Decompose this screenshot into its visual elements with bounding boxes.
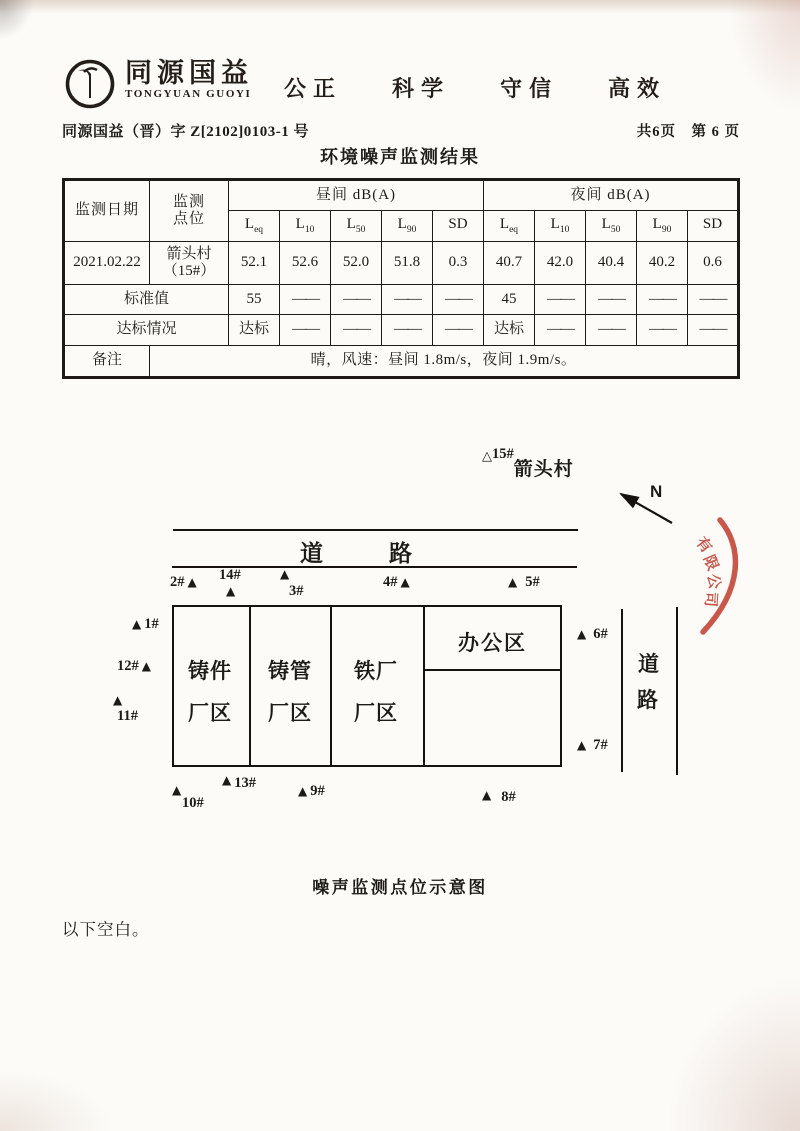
remark-text: 晴，风速：昼间 1.8m/s，夜间 1.9m/s。 bbox=[150, 346, 739, 378]
monitor-point-3-label: 3# bbox=[289, 583, 304, 599]
header-night-leq: $L_{eq}$ bbox=[484, 211, 535, 242]
cell-night-l90: 40.2 bbox=[637, 242, 688, 285]
scan-noise-top bbox=[0, 0, 800, 14]
brand-name-en: TONGYUAN GUOYI bbox=[125, 88, 252, 100]
seal-char-1: 有 bbox=[692, 534, 715, 557]
brand-name-cn: 同源国益 bbox=[125, 58, 253, 88]
village-name: 箭头村 bbox=[513, 459, 574, 480]
scan-noise-top-right bbox=[730, 0, 800, 110]
area-casting-plant: 铸件 厂区 bbox=[188, 659, 232, 725]
compliance-label: 达标情况 bbox=[64, 315, 229, 346]
header-daytime: 昼间 dB(A) bbox=[229, 180, 484, 211]
seal-char-3: 公 bbox=[703, 572, 723, 591]
point-triangle-icon: ▲ bbox=[577, 627, 587, 642]
header-night-l10: $L_{10}$ bbox=[535, 211, 586, 242]
table-row-data bbox=[64, 242, 739, 285]
divider-casting-pipe bbox=[249, 605, 251, 767]
monitor-point-11: ▲ bbox=[113, 693, 123, 707]
header-night-l90: $L_{90}$ bbox=[637, 211, 688, 242]
top-road-upper-line bbox=[173, 529, 578, 531]
monitor-point-5: ▲ 5# bbox=[508, 574, 540, 590]
slogan-efficiency: 高效 bbox=[608, 76, 667, 101]
cell-date: 2021.02.22 bbox=[64, 242, 150, 285]
monitor-point-8: ▲ 8# bbox=[482, 787, 516, 805]
company-logo bbox=[64, 58, 253, 110]
monitor-point-14-label: 14# bbox=[219, 567, 241, 583]
right-road-right-line bbox=[676, 607, 678, 775]
scan-noise-bottom-right bbox=[670, 981, 800, 1131]
seal-char-4: 司 bbox=[701, 591, 719, 608]
header-night-sd: SD bbox=[688, 211, 739, 242]
cell-night-leq: 40.7 bbox=[484, 242, 535, 285]
monitor-point-11-label: 11# bbox=[117, 708, 138, 724]
point-triangle-icon: ▲ bbox=[508, 575, 518, 590]
monitor-point-1: ▲ 1# bbox=[132, 616, 159, 632]
monitor-point-13: ▲ 13# bbox=[222, 773, 256, 791]
header-day-l90: $L_{90}$ bbox=[382, 211, 433, 242]
header-night-l50: $L_{50}$ bbox=[586, 211, 637, 242]
cell-point: 箭头村 （15#） bbox=[150, 242, 229, 285]
scan-noise-top-left bbox=[0, 0, 34, 40]
monitor-point-3: ▲ bbox=[280, 567, 290, 581]
monitor-point-4: 4# ▲ bbox=[383, 574, 410, 590]
point-triangle-icon: ▲ bbox=[132, 617, 142, 632]
cell-night-l10: 42.0 bbox=[535, 242, 586, 285]
monitor-point-12: 12# ▲ bbox=[117, 658, 151, 674]
monitor-point-7: ▲ 7# bbox=[577, 737, 608, 753]
standard-label: 标准值 bbox=[64, 285, 229, 315]
table-row-compliance: 达标情况 达标 —— —— —— —— 达标 —— —— —— —— bbox=[64, 315, 739, 346]
report-title: 环境噪声监测结果 bbox=[320, 147, 480, 167]
monitor-point-10-label: 10# bbox=[182, 795, 204, 811]
right-road-label-1: 道 bbox=[638, 652, 659, 676]
noise-results-table bbox=[62, 178, 740, 379]
header-day-l10: $L_{10}$ bbox=[280, 211, 331, 242]
area-pipe-plant: 铸管 厂区 bbox=[268, 659, 312, 725]
right-road-left-line bbox=[621, 609, 623, 772]
header-nighttime: 夜间 dB(A) bbox=[484, 180, 739, 211]
cell-day-l90: 51.8 bbox=[382, 242, 433, 285]
point-triangle-icon: ▲ bbox=[141, 659, 151, 674]
brand-logo-icon bbox=[64, 58, 116, 110]
village-marker-15: △ 15# 箭头村 bbox=[482, 446, 574, 480]
north-label: N bbox=[650, 482, 663, 501]
point-triangle-icon: ▲ bbox=[577, 738, 587, 753]
area-office: 办公区 bbox=[458, 631, 527, 655]
monitor-point-14: ▲ bbox=[226, 584, 236, 598]
point-triangle-icon: ▲ bbox=[400, 575, 410, 590]
point-triangle-icon: ▲ bbox=[482, 787, 492, 802]
header-monitor-point: 监测 点位 bbox=[150, 180, 229, 242]
divider-pipe-iron bbox=[330, 605, 332, 767]
point-triangle-icon: ▲ bbox=[187, 575, 197, 590]
monitor-point-10: ▲ bbox=[172, 783, 182, 797]
right-road-label-2: 路 bbox=[637, 688, 658, 712]
cell-day-l10: 52.6 bbox=[280, 242, 331, 285]
blank-below-note: 以下空白。 bbox=[62, 920, 150, 939]
village-triangle-icon: △ bbox=[482, 449, 492, 464]
table-row-standard: 标准值 55 —— —— —— —— 45 —— —— —— —— bbox=[64, 285, 739, 315]
monitor-point-9: ▲ 9# bbox=[298, 783, 325, 799]
table-row-remark bbox=[64, 346, 739, 378]
scan-noise-bottom-left bbox=[0, 1071, 110, 1131]
header-slogans bbox=[284, 72, 666, 103]
figure-caption: 噪声监测点位示意图 bbox=[312, 878, 488, 897]
office-bottom-line bbox=[423, 669, 562, 671]
slogan-science: 科学 bbox=[392, 76, 451, 101]
cell-day-leq: 52.1 bbox=[229, 242, 280, 285]
cell-night-l50: 40.4 bbox=[586, 242, 637, 285]
header-monitor-date: 监测日期 bbox=[64, 180, 150, 242]
north-arrow-icon bbox=[606, 480, 682, 530]
header-day-l50: $L_{50}$ bbox=[331, 211, 382, 242]
slogan-integrity: 守信 bbox=[500, 76, 559, 101]
top-road-label: 道 路 bbox=[300, 541, 412, 566]
cell-night-sd: 0.6 bbox=[688, 242, 739, 285]
document-number-line bbox=[62, 120, 740, 141]
slogan-fairness: 公正 bbox=[284, 76, 343, 101]
remark-label: 备注 bbox=[64, 346, 150, 378]
cell-day-l50: 52.0 bbox=[331, 242, 382, 285]
cell-day-sd: 0.3 bbox=[433, 242, 484, 285]
monitor-point-6: ▲ 6# bbox=[577, 626, 608, 642]
page-number: 共6页 第 6 页 bbox=[636, 124, 740, 140]
seal-char-2: 限 bbox=[699, 553, 721, 574]
brand-text bbox=[125, 58, 253, 100]
document-number: 同源国益（晋）字 Z[2102]0103-1 号 bbox=[62, 124, 309, 140]
area-iron-plant: 铁厂 厂区 bbox=[354, 659, 398, 725]
point-triangle-icon: ▲ bbox=[222, 773, 232, 788]
point-triangle-icon: ▲ bbox=[298, 784, 308, 799]
header-day-sd: SD bbox=[433, 211, 484, 242]
header-day-leq: $L_{eq}$ bbox=[229, 211, 280, 242]
monitor-point-2: 2# ▲ bbox=[170, 574, 197, 590]
